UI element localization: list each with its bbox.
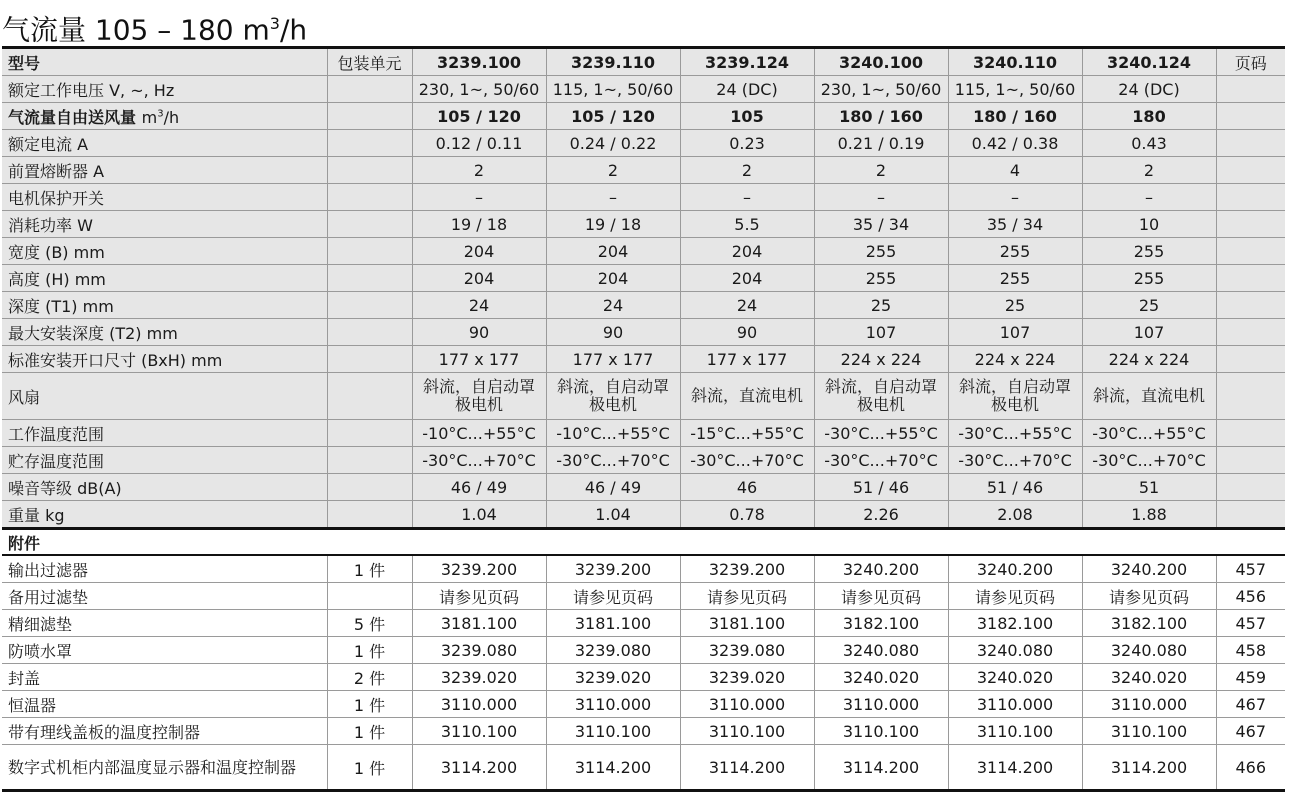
spec-row-fuse <box>2 157 1285 184</box>
accessories-heading-row <box>2 529 1285 556</box>
accessory-value: 3110.100 <box>948 718 1082 745</box>
spec-value: 斜流，直流电机 <box>1082 373 1216 420</box>
spec-value: – <box>412 184 546 211</box>
spec-value: 90 <box>546 319 680 346</box>
accessory-value: 3239.020 <box>546 664 680 691</box>
spec-label: 重量 kg <box>2 501 327 529</box>
model-header: 3239.124 <box>680 48 814 76</box>
spec-label-unit-base: m <box>141 107 158 127</box>
accessory-value: 3239.020 <box>412 664 546 691</box>
spec-unit-cell <box>327 76 412 103</box>
spec-value: 46 / 49 <box>412 474 546 501</box>
spec-label: 额定工作电压 V, ~, Hz <box>2 76 327 103</box>
model-header: 3239.110 <box>546 48 680 76</box>
accessory-value: 请参见页码 <box>680 583 814 610</box>
spec-unit-cell <box>327 420 412 447</box>
spec-unit-cell <box>327 103 412 130</box>
spec-value: 255 <box>814 265 948 292</box>
spec-label-unit-suffix: /h <box>163 107 180 127</box>
accessory-row-fine-filter-mat <box>2 610 1285 637</box>
accessory-value: 3239.080 <box>546 637 680 664</box>
spec-value: 177 x 177 <box>680 346 814 373</box>
accessory-value: 3240.020 <box>814 664 948 691</box>
spec-unit-cell <box>327 265 412 292</box>
spec-value: – <box>814 184 948 211</box>
spec-value: -30°C...+55°C <box>814 420 948 447</box>
accessory-value: 3110.000 <box>1082 691 1216 718</box>
spec-label-text: 气流量自由送风量 <box>8 107 137 127</box>
accessory-value: 3239.080 <box>412 637 546 664</box>
accessory-row-cover <box>2 664 1285 691</box>
spec-value: 斜流，自启动罩极电机 <box>546 373 680 420</box>
spec-label-unit-sup: 3 <box>157 108 164 120</box>
model-header: 3240.110 <box>948 48 1082 76</box>
spec-value: 204 <box>546 265 680 292</box>
spec-value: 1.04 <box>412 501 546 529</box>
spec-row-voltage <box>2 76 1285 103</box>
spec-unit-cell <box>327 130 412 157</box>
spec-value: 35 / 34 <box>814 211 948 238</box>
spec-value: 4 <box>948 157 1082 184</box>
accessory-unit: 1 件 <box>327 555 412 583</box>
spec-page-cell <box>1216 447 1285 474</box>
spec-unit-cell <box>327 346 412 373</box>
spec-row-storage-temp <box>2 447 1285 474</box>
spec-value: 180 / 160 <box>814 103 948 130</box>
spec-value: -30°C...+55°C <box>948 420 1082 447</box>
accessory-value: 3182.100 <box>1082 610 1216 637</box>
spec-value: 177 x 177 <box>546 346 680 373</box>
spec-value: -30°C...+70°C <box>1082 447 1216 474</box>
spec-value: 224 x 224 <box>1082 346 1216 373</box>
spec-table <box>2 46 1285 792</box>
accessory-value: 3181.100 <box>546 610 680 637</box>
spec-label: 标准安装开口尺寸 (BxH) mm <box>2 346 327 373</box>
spec-page-cell <box>1216 501 1285 529</box>
spec-page-cell <box>1216 373 1285 420</box>
accessory-unit <box>327 583 412 610</box>
accessory-value: 3182.100 <box>948 610 1082 637</box>
accessory-label: 精细滤垫 <box>2 610 327 637</box>
accessory-value: 3240.200 <box>814 555 948 583</box>
spec-value: 斜流，自启动罩极电机 <box>412 373 546 420</box>
spec-value: 2 <box>1082 157 1216 184</box>
spec-page-cell <box>1216 420 1285 447</box>
accessory-value: 3110.100 <box>412 718 546 745</box>
spec-value: -30°C...+70°C <box>814 447 948 474</box>
accessory-value: 3240.080 <box>1082 637 1216 664</box>
spec-value: 107 <box>948 319 1082 346</box>
accessory-value: 3239.020 <box>680 664 814 691</box>
spec-value: 1.04 <box>546 501 680 529</box>
spec-value: 90 <box>412 319 546 346</box>
accessory-value: 3239.080 <box>680 637 814 664</box>
accessory-value: 3114.200 <box>680 745 814 791</box>
accessory-value: 3110.000 <box>680 691 814 718</box>
spec-page-cell <box>1216 265 1285 292</box>
accessory-row-thermostat <box>2 691 1285 718</box>
spec-value: 204 <box>412 265 546 292</box>
spec-value: 2.08 <box>948 501 1082 529</box>
spec-page-cell <box>1216 76 1285 103</box>
accessory-value: 3240.200 <box>948 555 1082 583</box>
accessory-unit: 2 件 <box>327 664 412 691</box>
spec-row-weight <box>2 501 1285 529</box>
accessory-row-spare-filter-mat <box>2 583 1285 610</box>
spec-value: -10°C...+55°C <box>546 420 680 447</box>
accessory-value: 3240.020 <box>1082 664 1216 691</box>
spec-page-cell <box>1216 184 1285 211</box>
spec-value: 25 <box>1082 292 1216 319</box>
spec-value: 10 <box>1082 211 1216 238</box>
accessory-page: 467 <box>1216 718 1285 745</box>
spec-row-fan <box>2 373 1285 420</box>
spec-label: 贮存温度范围 <box>2 447 327 474</box>
spec-value: 105 / 120 <box>546 103 680 130</box>
spec-label: 高度 (H) mm <box>2 265 327 292</box>
spec-value: 24 (DC) <box>680 76 814 103</box>
spec-row-current <box>2 130 1285 157</box>
spec-label <box>2 103 327 130</box>
spec-page-cell <box>1216 130 1285 157</box>
accessory-value: 请参见页码 <box>948 583 1082 610</box>
accessory-unit: 5 件 <box>327 610 412 637</box>
spec-value: 230, 1~, 50/60 <box>412 76 546 103</box>
accessory-value: 3110.000 <box>948 691 1082 718</box>
spec-value: 0.12 / 0.11 <box>412 130 546 157</box>
spec-value: 2 <box>814 157 948 184</box>
spec-value: 224 x 224 <box>814 346 948 373</box>
spec-row-height <box>2 265 1285 292</box>
spec-label-unit <box>142 108 180 127</box>
accessory-value: 3110.000 <box>814 691 948 718</box>
accessory-page: 467 <box>1216 691 1285 718</box>
accessory-value: 3181.100 <box>412 610 546 637</box>
spec-value: 204 <box>680 238 814 265</box>
accessory-value: 3114.200 <box>814 745 948 791</box>
spec-unit-cell <box>327 184 412 211</box>
accessory-value: 请参见页码 <box>814 583 948 610</box>
spec-value: – <box>546 184 680 211</box>
spec-value: -10°C...+55°C <box>412 420 546 447</box>
header-page: 页码 <box>1216 48 1285 76</box>
spec-value: 25 <box>814 292 948 319</box>
spec-value: 255 <box>814 238 948 265</box>
spec-value: 255 <box>1082 265 1216 292</box>
spec-row-width <box>2 238 1285 265</box>
spec-value: – <box>1082 184 1216 211</box>
accessory-value: 3240.080 <box>948 637 1082 664</box>
spec-value: 0.43 <box>1082 130 1216 157</box>
accessory-label: 封盖 <box>2 664 327 691</box>
spec-value: 46 / 49 <box>546 474 680 501</box>
spec-unit-cell <box>327 157 412 184</box>
spec-value: 90 <box>680 319 814 346</box>
accessory-row-digital-display <box>2 745 1285 791</box>
spec-value: 24 <box>680 292 814 319</box>
spec-value: 1.88 <box>1082 501 1216 529</box>
spec-unit-cell <box>327 292 412 319</box>
accessory-label: 恒温器 <box>2 691 327 718</box>
spec-value: -30°C...+70°C <box>948 447 1082 474</box>
spec-unit-cell <box>327 319 412 346</box>
spec-page-cell <box>1216 157 1285 184</box>
spec-value: 115, 1~, 50/60 <box>948 76 1082 103</box>
spec-value: 204 <box>412 238 546 265</box>
spec-label: 工作温度范围 <box>2 420 327 447</box>
accessory-page: 459 <box>1216 664 1285 691</box>
accessory-value: 3110.100 <box>814 718 948 745</box>
spec-value: 51 / 46 <box>814 474 948 501</box>
spec-value: 115, 1~, 50/60 <box>546 76 680 103</box>
spec-value: 230, 1~, 50/60 <box>814 76 948 103</box>
accessory-value: 3110.100 <box>546 718 680 745</box>
accessory-value: 3240.080 <box>814 637 948 664</box>
accessory-value: 3181.100 <box>680 610 814 637</box>
spec-label: 消耗功率 W <box>2 211 327 238</box>
spec-value: 51 <box>1082 474 1216 501</box>
spec-value: – <box>680 184 814 211</box>
spec-value: 204 <box>546 238 680 265</box>
header-label: 型号 <box>2 48 327 76</box>
spec-label: 风扇 <box>2 373 327 420</box>
accessory-value: 3114.200 <box>546 745 680 791</box>
accessory-unit: 1 件 <box>327 718 412 745</box>
spec-value: 180 / 160 <box>948 103 1082 130</box>
accessory-page: 457 <box>1216 555 1285 583</box>
spec-value: 46 <box>680 474 814 501</box>
accessory-label: 防喷水罩 <box>2 637 327 664</box>
spec-value: 0.42 / 0.38 <box>948 130 1082 157</box>
spec-page-cell <box>1216 103 1285 130</box>
spec-row-max-install-depth <box>2 319 1285 346</box>
header-unit: 包装单元 <box>327 48 412 76</box>
spec-value: 51 / 46 <box>948 474 1082 501</box>
accessory-value: 3239.200 <box>546 555 680 583</box>
spec-value: 180 <box>1082 103 1216 130</box>
accessory-value: 3110.000 <box>412 691 546 718</box>
page-title-suffix: /h <box>279 13 308 47</box>
spec-value: 35 / 34 <box>948 211 1082 238</box>
spec-page-cell <box>1216 474 1285 501</box>
spec-unit-cell <box>327 238 412 265</box>
accessory-value: 请参见页码 <box>412 583 546 610</box>
spec-value: 24 <box>546 292 680 319</box>
spec-value: 24 <box>412 292 546 319</box>
spec-value: 斜流，自启动罩极电机 <box>948 373 1082 420</box>
page-title <box>2 4 308 47</box>
spec-value: 2 <box>412 157 546 184</box>
accessory-label: 备用过滤垫 <box>2 583 327 610</box>
spec-value: 斜流，直流电机 <box>680 373 814 420</box>
spec-row-noise <box>2 474 1285 501</box>
spec-page-cell <box>1216 319 1285 346</box>
accessory-value: 3182.100 <box>814 610 948 637</box>
spec-value: -30°C...+70°C <box>546 447 680 474</box>
accessory-value: 3240.020 <box>948 664 1082 691</box>
spec-value: -30°C...+70°C <box>680 447 814 474</box>
accessory-row-temp-controller <box>2 718 1285 745</box>
spec-value: 0.24 / 0.22 <box>546 130 680 157</box>
model-header: 3240.124 <box>1082 48 1216 76</box>
spec-row-cutout <box>2 346 1285 373</box>
accessory-value: 3114.200 <box>948 745 1082 791</box>
spec-value: 107 <box>814 319 948 346</box>
spec-value: 224 x 224 <box>948 346 1082 373</box>
accessory-page: 456 <box>1216 583 1285 610</box>
accessory-value: 3239.200 <box>412 555 546 583</box>
spec-row-depth <box>2 292 1285 319</box>
spec-sheet <box>2 46 1285 792</box>
spec-value: 255 <box>948 265 1082 292</box>
spec-label: 深度 (T1) mm <box>2 292 327 319</box>
accessories-heading: 附件 <box>2 529 1285 556</box>
spec-value: 105 <box>680 103 814 130</box>
spec-value: -30°C...+55°C <box>1082 420 1216 447</box>
spec-value: 105 / 120 <box>412 103 546 130</box>
accessory-value: 3239.200 <box>680 555 814 583</box>
accessory-value: 3240.200 <box>1082 555 1216 583</box>
header-row <box>2 48 1285 76</box>
accessory-value: 请参见页码 <box>546 583 680 610</box>
spec-value: 255 <box>948 238 1082 265</box>
spec-page-cell <box>1216 346 1285 373</box>
accessory-value: 3114.200 <box>412 745 546 791</box>
accessory-unit: 1 件 <box>327 691 412 718</box>
accessory-unit: 1 件 <box>327 745 412 791</box>
spec-value: 19 / 18 <box>546 211 680 238</box>
spec-row-power <box>2 211 1285 238</box>
spec-row-motor-switch <box>2 184 1285 211</box>
spec-value: 0.23 <box>680 130 814 157</box>
spec-label: 宽度 (B) mm <box>2 238 327 265</box>
spec-unit-cell <box>327 447 412 474</box>
model-header: 3239.100 <box>412 48 546 76</box>
spec-label: 噪音等级 dB(A) <box>2 474 327 501</box>
spec-value: 177 x 177 <box>412 346 546 373</box>
accessory-value: 3114.200 <box>1082 745 1216 791</box>
spec-value: 107 <box>1082 319 1216 346</box>
spec-unit-cell <box>327 373 412 420</box>
spec-label: 最大安装深度 (T2) mm <box>2 319 327 346</box>
spec-value: -15°C...+55°C <box>680 420 814 447</box>
spec-value: 255 <box>1082 238 1216 265</box>
page-title-superscript: 3 <box>269 14 280 33</box>
spec-value: 2.26 <box>814 501 948 529</box>
spec-row-airflow <box>2 103 1285 130</box>
spec-value: 19 / 18 <box>412 211 546 238</box>
accessory-row-output-filter <box>2 555 1285 583</box>
accessory-value: 3110.000 <box>546 691 680 718</box>
spec-value: 204 <box>680 265 814 292</box>
accessory-page: 458 <box>1216 637 1285 664</box>
accessory-label: 带有理线盖板的温度控制器 <box>2 718 327 745</box>
spec-unit-cell <box>327 474 412 501</box>
spec-value: 24 (DC) <box>1082 76 1216 103</box>
spec-page-cell <box>1216 292 1285 319</box>
accessory-value: 3110.100 <box>680 718 814 745</box>
spec-value: 0.78 <box>680 501 814 529</box>
spec-value: 0.21 / 0.19 <box>814 130 948 157</box>
spec-label: 电机保护开关 <box>2 184 327 211</box>
spec-page-cell <box>1216 238 1285 265</box>
spec-value: 2 <box>680 157 814 184</box>
accessory-label: 输出过滤器 <box>2 555 327 583</box>
spec-value: 2 <box>546 157 680 184</box>
spec-page-cell <box>1216 211 1285 238</box>
spec-label: 额定电流 A <box>2 130 327 157</box>
accessory-label: 数字式机柜内部温度显示器和温度控制器 <box>2 745 327 791</box>
accessory-value: 请参见页码 <box>1082 583 1216 610</box>
page-title-text: 气流量 105 – 180 m <box>2 13 270 47</box>
spec-value: 斜流，自启动罩极电机 <box>814 373 948 420</box>
accessory-row-spray-hood <box>2 637 1285 664</box>
spec-unit-cell <box>327 501 412 529</box>
accessory-unit: 1 件 <box>327 637 412 664</box>
model-header: 3240.100 <box>814 48 948 76</box>
spec-value: -30°C...+70°C <box>412 447 546 474</box>
spec-unit-cell <box>327 211 412 238</box>
accessory-page: 466 <box>1216 745 1285 791</box>
accessory-value: 3110.100 <box>1082 718 1216 745</box>
spec-value: 25 <box>948 292 1082 319</box>
spec-value: – <box>948 184 1082 211</box>
accessory-page: 457 <box>1216 610 1285 637</box>
spec-row-operating-temp <box>2 420 1285 447</box>
spec-label: 前置熔断器 A <box>2 157 327 184</box>
spec-value: 5.5 <box>680 211 814 238</box>
